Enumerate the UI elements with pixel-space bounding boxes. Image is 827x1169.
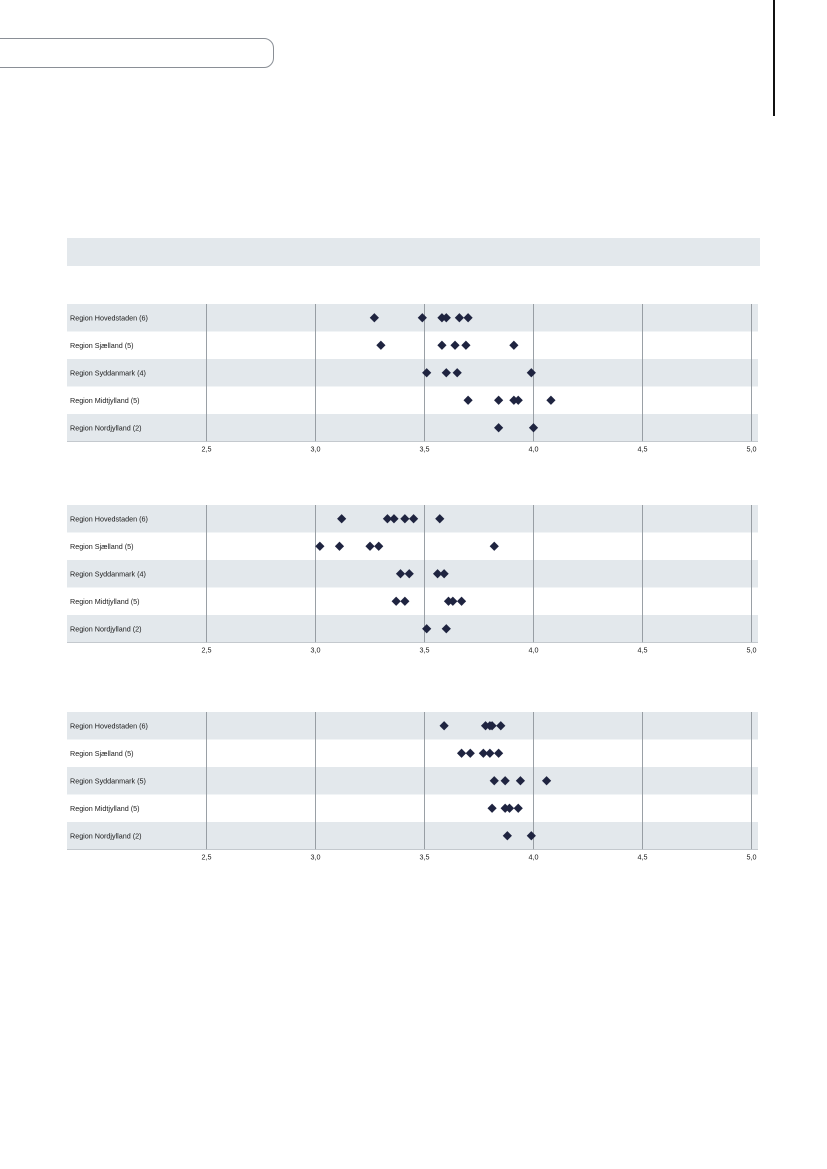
page-edge-rule xyxy=(773,0,775,116)
x-tick-label: 4,0 xyxy=(528,852,539,862)
x-tick-label: 4,5 xyxy=(637,444,648,454)
scatter-chart-1 xyxy=(0,292,827,462)
row-band xyxy=(67,588,758,616)
x-tick-label: 5,0 xyxy=(746,852,757,862)
row-band xyxy=(67,615,758,643)
row-label: Region Sjælland (5) xyxy=(70,340,134,350)
row-band xyxy=(67,387,758,415)
row-label: Region Midtjylland (5) xyxy=(70,803,140,813)
row-band xyxy=(67,304,758,332)
row-label: Region Hovedstaden (6) xyxy=(70,514,148,524)
header-tab xyxy=(0,38,274,68)
row-label: Region Syddanmark (5) xyxy=(70,776,146,786)
row-label: Region Nordjylland (2) xyxy=(70,423,142,433)
row-band xyxy=(67,359,758,387)
x-tick-label: 3,0 xyxy=(310,852,321,862)
scatter-chart-2 xyxy=(0,493,827,663)
x-tick-label: 3,0 xyxy=(310,444,321,454)
row-band xyxy=(67,712,758,740)
row-label: Region Sjælland (5) xyxy=(70,748,134,758)
x-tick-label: 2,5 xyxy=(201,645,212,655)
row-band xyxy=(67,740,758,768)
x-tick-label: 2,5 xyxy=(201,852,212,862)
chart-title-band xyxy=(67,238,760,266)
x-tick-label: 3,0 xyxy=(310,645,321,655)
row-label: Region Syddanmark (4) xyxy=(70,569,146,579)
x-tick-label: 5,0 xyxy=(746,444,757,454)
row-label: Region Hovedstaden (6) xyxy=(70,721,148,731)
row-label: Region Nordjylland (2) xyxy=(70,624,142,634)
x-tick-label: 5,0 xyxy=(746,645,757,655)
x-tick-label: 4,0 xyxy=(528,444,539,454)
x-tick-label: 4,5 xyxy=(637,852,648,862)
row-band xyxy=(67,822,758,850)
row-label: Region Sjælland (5) xyxy=(70,541,134,551)
row-label: Region Syddanmark (4) xyxy=(70,368,146,378)
x-tick-label: 3,5 xyxy=(419,852,430,862)
row-band xyxy=(67,795,758,823)
row-label: Region Hovedstaden (6) xyxy=(70,313,148,323)
scatter-chart-3 xyxy=(0,700,827,870)
row-band xyxy=(67,767,758,795)
x-tick-label: 2,5 xyxy=(201,444,212,454)
row-band xyxy=(67,533,758,561)
row-band xyxy=(67,332,758,360)
x-tick-label: 3,5 xyxy=(419,645,430,655)
row-label: Region Midtjylland (5) xyxy=(70,395,140,405)
x-tick-label: 3,5 xyxy=(419,444,430,454)
row-label: Region Midtjylland (5) xyxy=(70,596,140,606)
x-tick-label: 4,0 xyxy=(528,645,539,655)
row-band xyxy=(67,414,758,442)
x-tick-label: 4,5 xyxy=(637,645,648,655)
row-label: Region Nordjylland (2) xyxy=(70,831,142,841)
